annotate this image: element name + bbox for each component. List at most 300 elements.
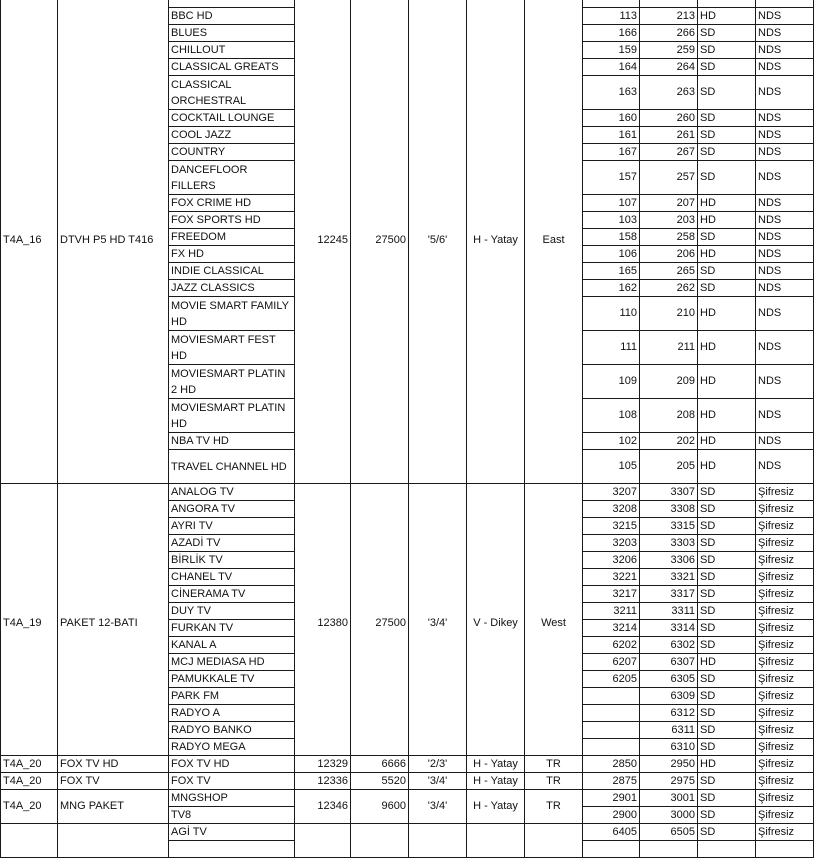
pid-cell: 211 — [640, 331, 698, 365]
channel-name-cell: ANALOG TV — [169, 484, 295, 501]
encryption-cell: Şifresiz — [756, 654, 814, 671]
resolution-cell: HD — [698, 450, 756, 484]
symbol-rate-cell — [351, 790, 409, 824]
service-id-cell: 113 — [583, 8, 640, 25]
resolution-cell: SD — [698, 688, 756, 705]
region-cell — [525, 0, 583, 484]
frequency-cell-text: 12346 — [317, 800, 348, 812]
channel-name-cell: BLUES — [169, 25, 295, 42]
resolution-cell: HD — [698, 654, 756, 671]
resolution-cell: SD — [698, 127, 756, 144]
pid-cell: 6311 — [640, 722, 698, 739]
resolution-cell: SD — [698, 569, 756, 586]
symbol-rate-cell-text: 6666 — [381, 757, 406, 770]
encryption-cell: NDS — [756, 365, 814, 399]
region-cell — [525, 790, 583, 824]
pid-cell: 3307 — [640, 484, 698, 501]
encryption-cell: Şifresiz — [756, 807, 814, 824]
fec-cell-text: '3/4' — [427, 800, 448, 812]
symbol-rate-cell-text: 5520 — [381, 774, 406, 787]
encryption-cell: NDS — [756, 212, 814, 229]
polarization-cell-text: H - Yatay — [473, 774, 518, 787]
pid-cell: 261 — [640, 127, 698, 144]
pid-cell: 264 — [640, 59, 698, 76]
channel-name-cell: FOX SPORTS HD — [169, 212, 295, 229]
encryption-cell: NDS — [756, 42, 814, 59]
service-id-cell: 162 — [583, 280, 640, 297]
service-id-cell — [583, 739, 640, 756]
channel-name-cell: FOX TV — [169, 773, 295, 790]
channel-name-cell: FURKAN TV — [169, 620, 295, 637]
polarization-cell — [467, 484, 525, 756]
channel-name-cell: KANAL A — [169, 637, 295, 654]
encryption-cell: Şifresiz — [756, 586, 814, 603]
resolution-cell: SD — [698, 552, 756, 569]
symbol-rate-cell-text: 9600 — [381, 800, 406, 812]
transponder-id-cell — [1, 790, 58, 824]
channel-name-cell: NBA TV HD — [169, 433, 295, 450]
region-cell — [525, 824, 583, 858]
channel-name-cell — [169, 841, 295, 858]
resolution-cell: SD — [698, 824, 756, 841]
frequency-cell-text: 12336 — [317, 774, 348, 787]
encryption-cell: Şifresiz — [756, 552, 814, 569]
frequency-cell — [295, 0, 351, 484]
resolution-cell: SD — [698, 76, 756, 110]
channel-name-cell: PAMUKKALE TV — [169, 671, 295, 688]
region-cell-text: TR — [546, 757, 561, 770]
encryption-cell: Şifresiz — [756, 637, 814, 654]
service-id-cell: 166 — [583, 25, 640, 42]
resolution-cell: SD — [698, 739, 756, 756]
frequency-cell — [295, 824, 351, 858]
service-id-cell: 6405 — [583, 824, 640, 841]
channel-name-cell: RADYO MEGA — [169, 739, 295, 756]
encryption-cell: Şifresiz — [756, 739, 814, 756]
pid-cell: 208 — [640, 399, 698, 433]
pid-cell: 3311 — [640, 603, 698, 620]
pid-cell — [640, 0, 698, 8]
encryption-cell: Şifresiz — [756, 620, 814, 637]
resolution-cell: HD — [698, 399, 756, 433]
service-id-cell: 2850 — [583, 756, 640, 773]
service-id-cell — [583, 0, 640, 8]
channel-name-cell: COCKTAIL LOUNGE — [169, 110, 295, 127]
package-name-cell — [58, 756, 169, 773]
transponder-id-cell — [1, 773, 58, 790]
fec-cell — [409, 0, 467, 484]
pid-cell: 265 — [640, 263, 698, 280]
package-name-cell-text: DTVH P5 HD T416 — [60, 233, 154, 246]
polarization-cell-text: V - Dikey — [473, 617, 518, 629]
package-name-cell — [58, 484, 169, 756]
channel-name-cell: CLASSICAL GREATS — [169, 59, 295, 76]
transponder-id-cell-text: T4A_20 — [3, 800, 42, 812]
frequency-cell — [295, 756, 351, 773]
encryption-cell: Şifresiz — [756, 756, 814, 773]
channel-name-cell: CHANEL TV — [169, 569, 295, 586]
table-row — [1, 484, 814, 501]
frequency-cell-text: 12329 — [317, 757, 348, 770]
polarization-cell — [467, 790, 525, 824]
polarization-cell-text: H - Yatay — [473, 800, 518, 812]
channel-name-cell: CLASSICAL ORCHESTRAL — [169, 76, 295, 110]
transponder-id-cell-text: T4A_19 — [3, 617, 42, 629]
service-id-cell: 102 — [583, 433, 640, 450]
region-cell-text: TR — [546, 774, 561, 787]
polarization-cell-text: H - Yatay — [473, 233, 518, 246]
resolution-cell: SD — [698, 501, 756, 518]
resolution-cell: HD — [698, 433, 756, 450]
frequency-cell — [295, 790, 351, 824]
channel-name-cell: COUNTRY — [169, 144, 295, 161]
pid-cell: 259 — [640, 42, 698, 59]
polarization-cell-text: H - Yatay — [473, 757, 518, 770]
service-id-cell: 107 — [583, 195, 640, 212]
channel-name-cell: TRAVEL CHANNEL HD — [169, 450, 295, 484]
service-id-cell: 3214 — [583, 620, 640, 637]
service-id-cell: 163 — [583, 76, 640, 110]
symbol-rate-cell-text: 27500 — [375, 233, 406, 246]
resolution-cell — [698, 0, 756, 8]
resolution-cell: SD — [698, 603, 756, 620]
service-id-cell: 3215 — [583, 518, 640, 535]
channel-name-cell: DUY TV — [169, 603, 295, 620]
pid-cell: 206 — [640, 246, 698, 263]
pid-cell: 6505 — [640, 824, 698, 841]
encryption-cell: NDS — [756, 8, 814, 25]
resolution-cell: HD — [698, 365, 756, 399]
pid-cell: 3314 — [640, 620, 698, 637]
transponder-id-cell — [1, 0, 58, 484]
encryption-cell: NDS — [756, 433, 814, 450]
resolution-cell: SD — [698, 110, 756, 127]
resolution-cell — [698, 841, 756, 858]
region-cell — [525, 773, 583, 790]
service-id-cell: 6202 — [583, 637, 640, 654]
symbol-rate-cell — [351, 484, 409, 756]
channel-name-cell: MCJ MEDIASA HD — [169, 654, 295, 671]
service-id-cell — [583, 841, 640, 858]
service-id-cell: 157 — [583, 161, 640, 195]
pid-cell: 6310 — [640, 739, 698, 756]
encryption-cell: Şifresiz — [756, 569, 814, 586]
transponder-id-cell — [1, 484, 58, 756]
channel-name-cell: MNGSHOP — [169, 790, 295, 807]
channel-name-cell — [169, 0, 295, 8]
service-id-cell: 106 — [583, 246, 640, 263]
pid-cell: 2950 — [640, 756, 698, 773]
service-id-cell: 3221 — [583, 569, 640, 586]
polarization-cell — [467, 756, 525, 773]
resolution-cell: HD — [698, 297, 756, 331]
service-id-cell: 165 — [583, 263, 640, 280]
service-id-cell: 3207 — [583, 484, 640, 501]
encryption-cell: NDS — [756, 110, 814, 127]
encryption-cell: Şifresiz — [756, 688, 814, 705]
service-id-cell: 110 — [583, 297, 640, 331]
pid-cell: 207 — [640, 195, 698, 212]
channel-name-cell: PARK FM — [169, 688, 295, 705]
pid-cell: 203 — [640, 212, 698, 229]
transponder-id-cell-text: T4A_16 — [3, 233, 42, 246]
resolution-cell: SD — [698, 42, 756, 59]
channel-name-cell: TV8 — [169, 807, 295, 824]
pid-cell: 210 — [640, 297, 698, 331]
channel-name-cell: FREEDOM — [169, 229, 295, 246]
pid-cell: 260 — [640, 110, 698, 127]
channel-name-cell: CHILLOUT — [169, 42, 295, 59]
fec-cell — [409, 790, 467, 824]
polarization-cell — [467, 824, 525, 858]
resolution-cell: SD — [698, 25, 756, 42]
fec-cell — [409, 773, 467, 790]
encryption-cell: Şifresiz — [756, 790, 814, 807]
pid-cell: 262 — [640, 280, 698, 297]
pid-cell: 202 — [640, 433, 698, 450]
region-cell-text: West — [541, 617, 566, 629]
encryption-cell: NDS — [756, 297, 814, 331]
pid-cell: 205 — [640, 450, 698, 484]
pid-cell: 6307 — [640, 654, 698, 671]
resolution-cell: SD — [698, 229, 756, 246]
pid-cell: 3321 — [640, 569, 698, 586]
package-name-cell-text: FOX TV — [60, 774, 100, 787]
resolution-cell: SD — [698, 637, 756, 654]
channel-name-cell: FOX CRIME HD — [169, 195, 295, 212]
service-id-cell: 2875 — [583, 773, 640, 790]
package-name-cell — [58, 824, 169, 858]
channel-name-cell: ANGORA TV — [169, 501, 295, 518]
service-id-cell: 103 — [583, 212, 640, 229]
pid-cell: 209 — [640, 365, 698, 399]
resolution-cell: SD — [698, 535, 756, 552]
package-name-cell — [58, 790, 169, 824]
table-row — [1, 0, 814, 8]
resolution-cell: HD — [698, 756, 756, 773]
service-id-cell: 6207 — [583, 654, 640, 671]
service-id-cell — [583, 722, 640, 739]
channel-name-cell: MOVIESMART PLATIN HD — [169, 399, 295, 433]
pid-cell: 263 — [640, 76, 698, 110]
encryption-cell: Şifresiz — [756, 518, 814, 535]
channel-name-cell: FOX TV HD — [169, 756, 295, 773]
resolution-cell: SD — [698, 705, 756, 722]
resolution-cell: SD — [698, 59, 756, 76]
table-row — [1, 773, 814, 790]
service-id-cell: 167 — [583, 144, 640, 161]
region-cell-text: East — [542, 233, 565, 246]
resolution-cell: HD — [698, 212, 756, 229]
pid-cell: 267 — [640, 144, 698, 161]
pid-cell: 3001 — [640, 790, 698, 807]
channel-name-cell: CİNERAMA TV — [169, 586, 295, 603]
channel-name-cell: JAZZ CLASSICS — [169, 280, 295, 297]
encryption-cell: NDS — [756, 263, 814, 280]
encryption-cell: NDS — [756, 76, 814, 110]
encryption-cell: Şifresiz — [756, 824, 814, 841]
pid-cell: 213 — [640, 8, 698, 25]
table-row — [1, 756, 814, 773]
encryption-cell: NDS — [756, 246, 814, 263]
fec-cell — [409, 484, 467, 756]
resolution-cell: HD — [698, 331, 756, 365]
channel-name-cell: MOVIE SMART FAMILY HD — [169, 297, 295, 331]
pid-cell: 6312 — [640, 705, 698, 722]
transponder-id-cell — [1, 756, 58, 773]
resolution-cell: SD — [698, 518, 756, 535]
resolution-cell: HD — [698, 246, 756, 263]
encryption-cell — [756, 841, 814, 858]
encryption-cell: NDS — [756, 59, 814, 76]
pid-cell: 6302 — [640, 637, 698, 654]
symbol-rate-cell — [351, 773, 409, 790]
service-id-cell: 108 — [583, 399, 640, 433]
package-name-cell-text: PAKET 12-BATI — [60, 617, 138, 629]
encryption-cell: NDS — [756, 144, 814, 161]
frequency-cell-text: 12380 — [317, 617, 348, 629]
pid-cell: 3306 — [640, 552, 698, 569]
pid-cell: 3315 — [640, 518, 698, 535]
fec-cell — [409, 756, 467, 773]
resolution-cell: SD — [698, 144, 756, 161]
transponder-id-cell-text: T4A_20 — [3, 757, 42, 770]
pid-cell — [640, 841, 698, 858]
package-name-cell-text: FOX TV HD — [60, 757, 119, 770]
table-row — [1, 790, 814, 807]
encryption-cell: NDS — [756, 229, 814, 246]
service-id-cell: 3211 — [583, 603, 640, 620]
pid-cell: 266 — [640, 25, 698, 42]
encryption-cell: NDS — [756, 399, 814, 433]
encryption-cell: Şifresiz — [756, 722, 814, 739]
fec-cell-text: '5/6' — [427, 233, 448, 246]
encryption-cell: Şifresiz — [756, 484, 814, 501]
encryption-cell: Şifresiz — [756, 773, 814, 790]
transponder-id-cell — [1, 824, 58, 858]
channel-name-cell: RADYO BANKO — [169, 722, 295, 739]
symbol-rate-cell — [351, 824, 409, 858]
encryption-cell: NDS — [756, 331, 814, 365]
frequency-cell — [295, 773, 351, 790]
channel-name-cell: BBC HD — [169, 8, 295, 25]
pid-cell: 6309 — [640, 688, 698, 705]
region-cell-text: TR — [546, 800, 561, 812]
encryption-cell: NDS — [756, 280, 814, 297]
encryption-cell: NDS — [756, 161, 814, 195]
encryption-cell: NDS — [756, 127, 814, 144]
encryption-cell: NDS — [756, 450, 814, 484]
resolution-cell: SD — [698, 671, 756, 688]
encryption-cell: Şifresiz — [756, 603, 814, 620]
region-cell — [525, 484, 583, 756]
service-id-cell: 6205 — [583, 671, 640, 688]
service-id-cell: 2901 — [583, 790, 640, 807]
fec-cell — [409, 824, 467, 858]
pid-cell: 2975 — [640, 773, 698, 790]
frequency-cell-text: 12245 — [317, 233, 348, 246]
encryption-cell: NDS — [756, 195, 814, 212]
fec-cell-text: '3/4' — [427, 617, 448, 629]
encryption-cell: Şifresiz — [756, 671, 814, 688]
service-id-cell: 3203 — [583, 535, 640, 552]
encryption-cell: NDS — [756, 25, 814, 42]
service-id-cell: 158 — [583, 229, 640, 246]
fec-cell-text: '2/3' — [427, 757, 448, 770]
channel-name-cell: FX HD — [169, 246, 295, 263]
channel-name-cell: RADYO A — [169, 705, 295, 722]
resolution-cell: SD — [698, 280, 756, 297]
service-id-cell: 160 — [583, 110, 640, 127]
resolution-cell: SD — [698, 586, 756, 603]
resolution-cell: SD — [698, 807, 756, 824]
channel-name-cell: AZADİ TV — [169, 535, 295, 552]
encryption-cell: Şifresiz — [756, 535, 814, 552]
package-name-cell — [58, 0, 169, 484]
service-id-cell: 109 — [583, 365, 640, 399]
channel-name-cell: AGİ TV — [169, 824, 295, 841]
service-id-cell: 105 — [583, 450, 640, 484]
fec-cell-text: '3/4' — [427, 774, 448, 787]
frequency-cell — [295, 484, 351, 756]
channel-name-cell: MOVIESMART PLATIN 2 HD — [169, 365, 295, 399]
encryption-cell: Şifresiz — [756, 705, 814, 722]
channel-name-cell: BİRLİK TV — [169, 552, 295, 569]
channel-name-cell: COOL JAZZ — [169, 127, 295, 144]
channel-name-cell: MOVIESMART FEST HD — [169, 331, 295, 365]
package-name-cell — [58, 773, 169, 790]
resolution-cell: HD — [698, 195, 756, 212]
pid-cell: 3000 — [640, 807, 698, 824]
package-name-cell-text: MNG PAKET — [60, 800, 124, 812]
service-id-cell: 111 — [583, 331, 640, 365]
channel-name-cell: DANCEFLOOR FILLERS — [169, 161, 295, 195]
symbol-rate-cell-text: 27500 — [375, 617, 406, 629]
channel-name-cell: AYRI TV — [169, 518, 295, 535]
pid-cell: 3317 — [640, 586, 698, 603]
encryption-cell — [756, 0, 814, 8]
pid-cell: 3303 — [640, 535, 698, 552]
service-id-cell — [583, 705, 640, 722]
service-id-cell: 3206 — [583, 552, 640, 569]
channel-name-cell: INDIE CLASSICAL — [169, 263, 295, 280]
transponder-id-cell-text: T4A_20 — [3, 774, 42, 787]
service-id-cell — [583, 688, 640, 705]
resolution-cell: SD — [698, 722, 756, 739]
pid-cell: 257 — [640, 161, 698, 195]
resolution-cell: SD — [698, 773, 756, 790]
region-cell — [525, 756, 583, 773]
polarization-cell — [467, 773, 525, 790]
resolution-cell: SD — [698, 161, 756, 195]
service-id-cell: 164 — [583, 59, 640, 76]
encryption-cell: Şifresiz — [756, 501, 814, 518]
service-id-cell: 3208 — [583, 501, 640, 518]
symbol-rate-cell — [351, 0, 409, 484]
pid-cell: 3308 — [640, 501, 698, 518]
service-id-cell: 161 — [583, 127, 640, 144]
pid-cell: 258 — [640, 229, 698, 246]
table-row — [1, 824, 814, 841]
pid-cell: 6305 — [640, 671, 698, 688]
service-id-cell: 2900 — [583, 807, 640, 824]
resolution-cell: SD — [698, 790, 756, 807]
polarization-cell — [467, 0, 525, 484]
service-id-cell: 159 — [583, 42, 640, 59]
resolution-cell: SD — [698, 263, 756, 280]
resolution-cell: HD — [698, 8, 756, 25]
resolution-cell: SD — [698, 484, 756, 501]
